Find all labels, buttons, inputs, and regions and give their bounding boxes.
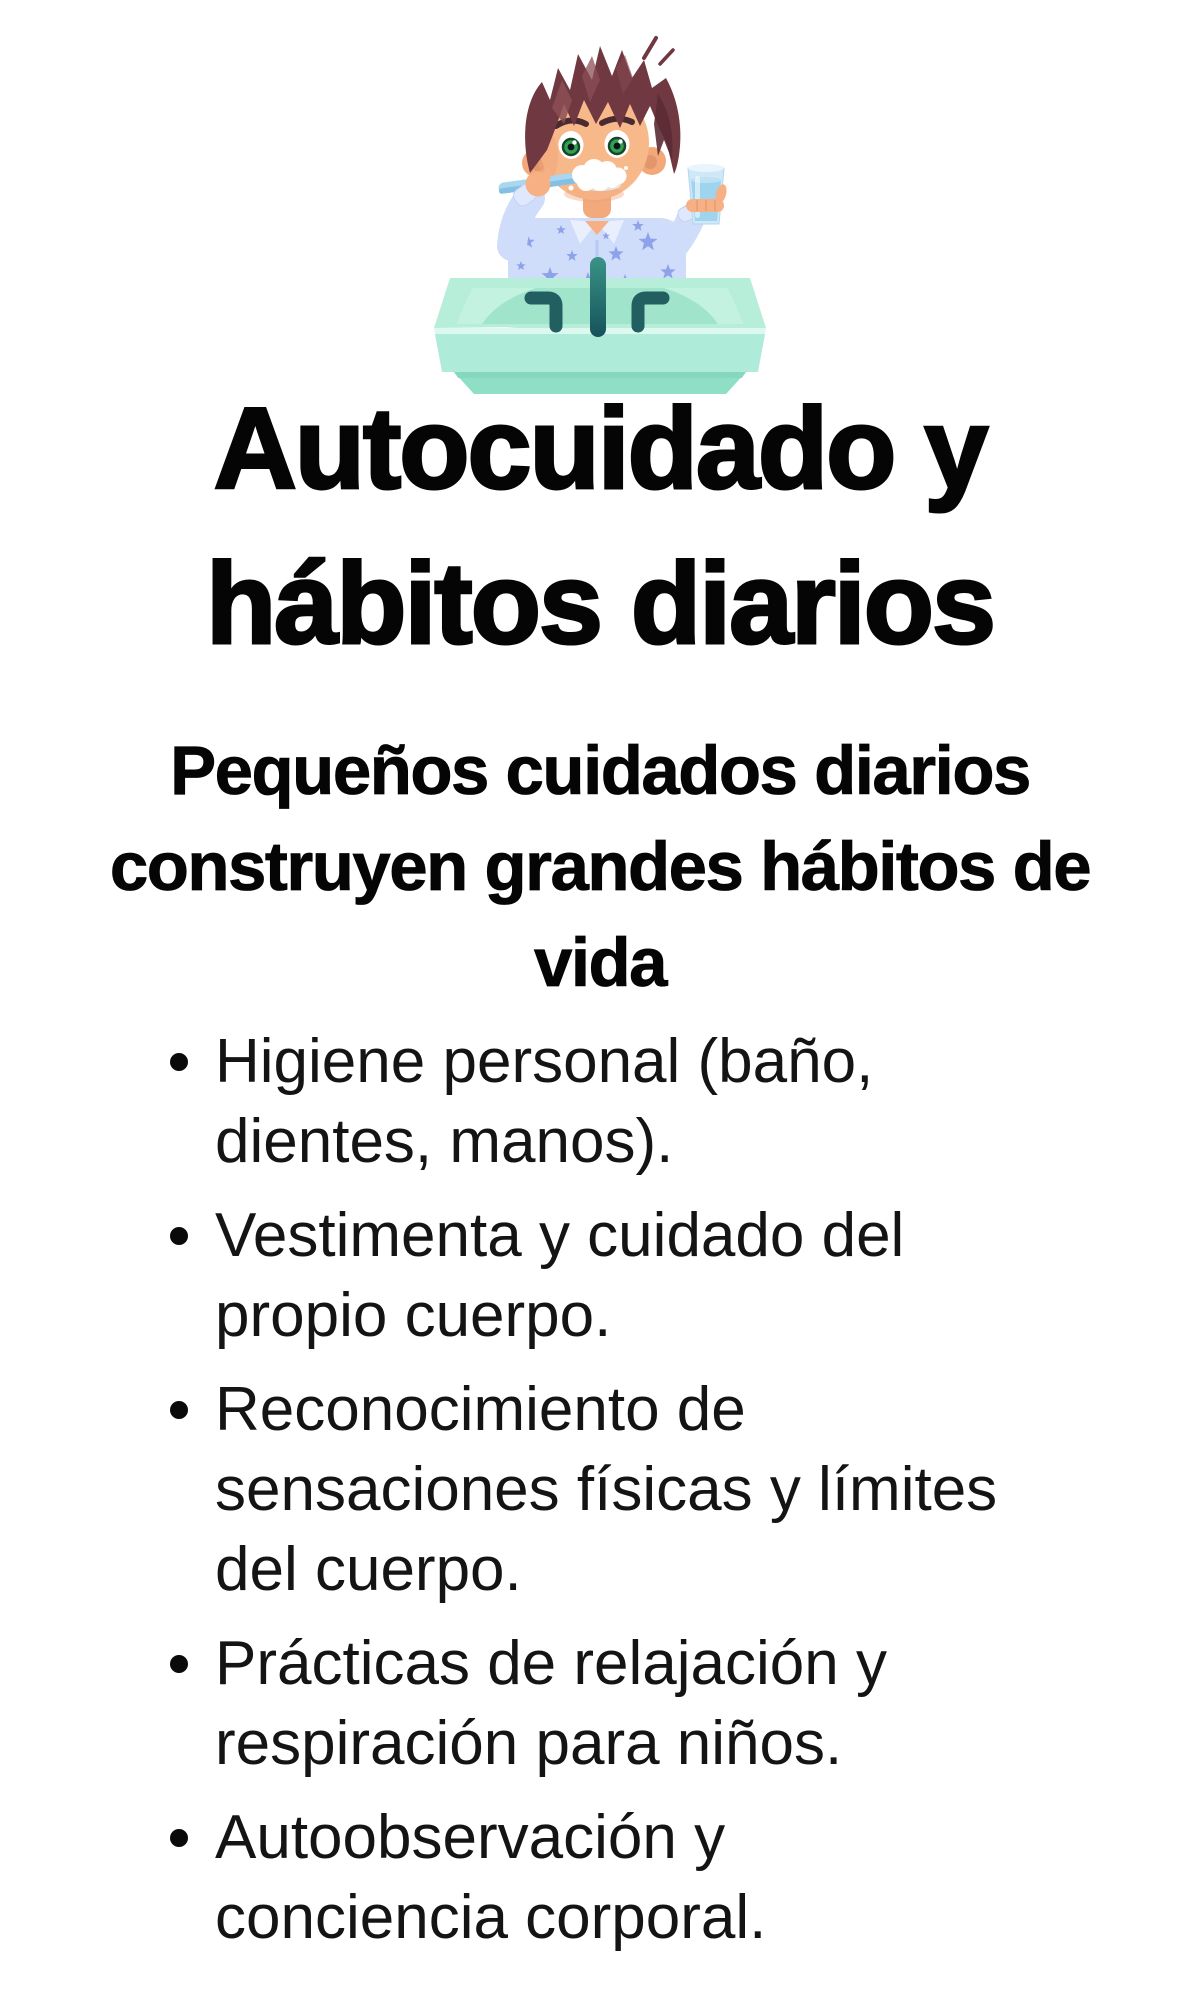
boy-brushing-teeth-svg — [420, 28, 780, 400]
list-item-line: Autoobservación y — [215, 1803, 726, 1872]
page-title — [0, 372, 1200, 682]
list-item-line: respiración para niños. — [215, 1709, 843, 1778]
list-item — [162, 1370, 1122, 1610]
subtitle-line-2: construyen grandes hábitos de — [109, 828, 1091, 905]
boy-brushing-teeth-illustration — [420, 28, 780, 400]
list-item — [162, 1196, 1122, 1356]
subtitle-line-1: Pequeños cuidados diarios — [170, 732, 1030, 809]
bullet-icon — [170, 1401, 188, 1419]
list-item-line: propio cuerpo. — [215, 1281, 612, 1350]
list-item-line: conciencia corporal. — [215, 1883, 767, 1952]
list-item-line: sensaciones físicas y límites — [215, 1455, 998, 1524]
bullet-icon — [170, 1655, 188, 1673]
list-item-line: Prácticas de relajación y — [215, 1629, 887, 1698]
list-item-line: dientes, manos). — [215, 1107, 674, 1176]
habits-list — [162, 1022, 1122, 1972]
list-item — [162, 1022, 1122, 1182]
list-item — [162, 1798, 1122, 1958]
list-item-line: Higiene personal (baño, — [215, 1027, 874, 1096]
title-line-1: Autocuidado y — [213, 385, 987, 513]
list-item-line: Vestimenta y cuidado del — [215, 1201, 905, 1270]
list-item — [162, 1624, 1122, 1784]
list-item-line: Reconocimiento de — [215, 1375, 746, 1444]
subtitle-line-3: vida — [533, 924, 667, 1001]
bullet-icon — [170, 1829, 188, 1847]
title-line-2: hábitos diarios — [206, 540, 994, 668]
bullet-icon — [170, 1227, 188, 1245]
page-subtitle — [0, 723, 1200, 1011]
list-item-line: del cuerpo. — [215, 1535, 522, 1604]
bullet-icon — [170, 1053, 188, 1071]
